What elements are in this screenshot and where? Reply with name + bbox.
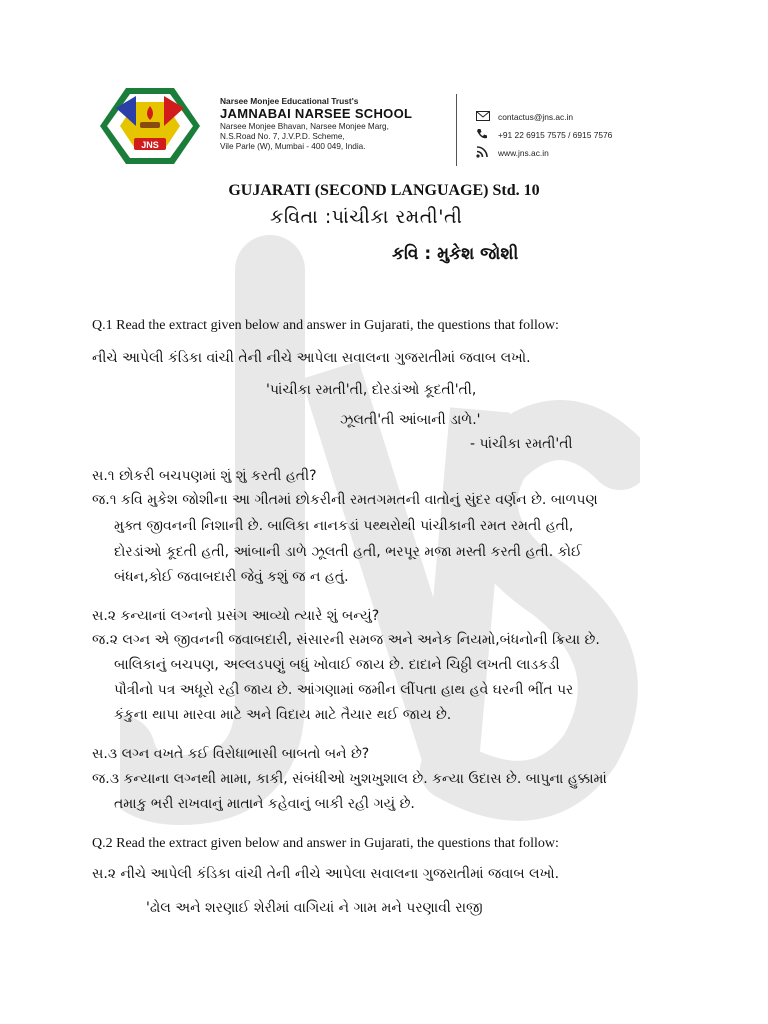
trust-name: Narsee Monjee Educational Trust's bbox=[220, 96, 359, 106]
school-name: JAMNABAI NARSEE SCHOOL bbox=[220, 106, 413, 121]
q1-answer-1-line-3: દોરડાંઓ કૂદતી હતી, આંબાની ડાળે ઝૂલતી હતી, ભરપૂર મજા મસ્તી કરતી હતી. કોઈ bbox=[114, 544, 582, 560]
school-logo bbox=[96, 86, 204, 166]
email-link[interactable]: contactus@jns.ac.in bbox=[498, 112, 574, 122]
q1-answer-2-line-2: બાલિકાનું બચપણ, અલ્લડપણું બધું ખોવાઈ જાય છે. દાદાને ચિઠ્ઠી લખતી લાડકડી bbox=[114, 657, 560, 673]
q1-answer-1-line-4: બંધન,કોઈ જવાબદારી જેવું કશું જ ન હતું. bbox=[114, 569, 349, 585]
q1-question-2: સ.૨ કન્યાનાં લગ્નનો પ્રસંગ આવ્યો ત્યારે શું બન્યું? bbox=[92, 608, 380, 624]
q1-answer-2-line-4: કંકુના થાપા મારવા માટે અને વિદાય માટે તૈયાર થઈ જાય છે. bbox=[114, 707, 452, 723]
phone-icon bbox=[476, 128, 498, 142]
q1-answer-2-line-3: પૌત્રીનો પત્ર અધૂરો રહી જાય છે. આંગણામાં જમીન લીંપતા હાથ હવે ઘરની ભીંત પર bbox=[114, 682, 574, 698]
header-divider bbox=[456, 94, 457, 166]
poet-name: કવિ : મુકેશ જોશી bbox=[392, 244, 519, 264]
address-line-2: N.S.Road No. 7, J.V.P.D. Scheme, bbox=[220, 132, 345, 141]
school-info bbox=[220, 96, 412, 152]
q1-extract-line-1: 'પાંચીકા રમતી'તી, દોરડાંઓ કૂદતી'તી, bbox=[266, 382, 477, 398]
q1-answer-1-line-2: મુક્ત જીવનની નિશાની છે. બાલિકા નાનકડાં પથ્થરોથી પાંચીકાની રમત રમતી હતી, bbox=[114, 518, 574, 534]
q1-extract-source: - પાંચીકા રમતી'તી bbox=[470, 436, 573, 452]
q1-answer-2-line-1: જ.૨ લગ્ન એ જીવનની જવાબદારી, સંસારની સમજ અને અનેક નિયમો,બંધનોની ક્રિયા છે. bbox=[92, 632, 600, 648]
address-line-1: Narsee Monjee Bhavan, Narsee Monjee Marg, bbox=[220, 122, 389, 131]
q1-instruction-gu: નીચે આપેલી કંડિકા વાંચી તેની નીચે આપેલા સવાલના ગુજરાતીમાં જવાબ લખો. bbox=[92, 350, 531, 366]
phone-number: +91 22 6915 7575 / 6915 7576 bbox=[498, 130, 613, 140]
q1-answer-3-line-1: જ.૩ કન્યાના લગ્નથી મામા, કાકી, સંબંધીઓ ખુશખુશાલ છે. કન્યા ઉદાસ છે. બાપુના હુક્કામાં bbox=[92, 771, 607, 787]
envelope-icon bbox=[476, 111, 498, 123]
school-header bbox=[96, 86, 676, 172]
std-title: GUJARATI (SECOND LANGUAGE) Std. 10 bbox=[228, 182, 540, 199]
email-row bbox=[476, 108, 612, 126]
web-row bbox=[476, 144, 612, 162]
q1-instruction-en: Q.1 Read the extract given below and answer in Gujarati, the questions that follow: bbox=[92, 318, 559, 333]
web-link[interactable]: www.jns.ac.in bbox=[498, 148, 549, 158]
q1-answer-1-line-1: જ.૧ કવિ મુકેશ જોશીના આ ગીતમાં છોકરીની રમતગમતની વાતોનું સુંદર વર્ણન છે. બાળપણ bbox=[92, 492, 598, 508]
q1-answer-3-line-2: તમાકુ ભરી રાખવાનું માતાને કહેવાનું બાકી રહી ગયું છે. bbox=[114, 796, 415, 812]
logo-text: JNS bbox=[141, 140, 159, 150]
address-line-3: Vile Parle (W), Mumbai - 400 049, India. bbox=[220, 142, 366, 151]
q1-question-3: સ.૩ લગ્ન વખતે કઈ વિરોધાભાસી બાબતો બને છે? bbox=[92, 746, 370, 762]
phone-row bbox=[476, 126, 612, 144]
poem-title: કવિતા :પાંચીકા રમતી'તી bbox=[270, 206, 463, 228]
q1-question-1: સ.૧ છોકરી બચપણમાં શું શું કરતી હતી? bbox=[92, 468, 317, 484]
q1-extract-line-2: ઝૂલતી'તી આંબાની ડાળે.' bbox=[340, 412, 481, 428]
rss-icon bbox=[476, 146, 498, 160]
q2-instruction-en: Q.2 Read the extract given below and answer in Gujarati, the questions that follow: bbox=[92, 836, 559, 851]
contact-info bbox=[476, 108, 612, 162]
q2-extract-line: 'ઢોલ અને શરણાઈ શેરીમાં વાગિયાં ને ગામ મને પરણાવી રાજી bbox=[146, 900, 483, 916]
q2-instruction-gu: સ.૨ નીચે આપેલી કંડિકા વાંચી તેની નીચે આપેલા સવાલના ગુજરાતીમાં જવાબ લખો. bbox=[92, 866, 560, 882]
